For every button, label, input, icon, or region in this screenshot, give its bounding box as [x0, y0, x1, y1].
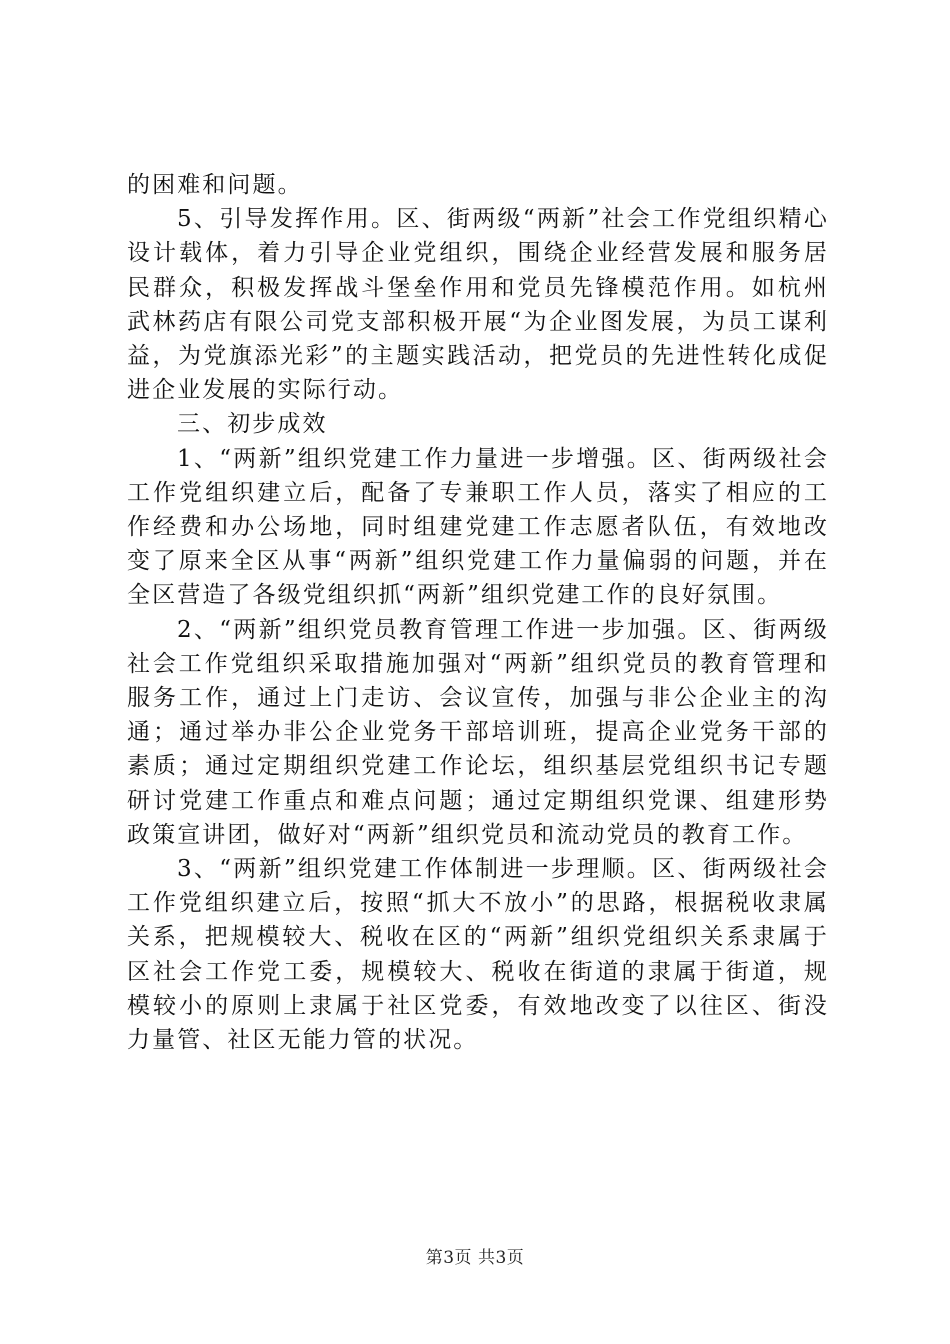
- paragraph-item-1: 1、“两新”组织党建工作力量进一步增强。区、街两级社会工作党组织建立后，配备了专兼职工作人员，落实了相应的工作经费和办公场地，同时组建党建工作志愿者队伍，有效地改变了原来全区从事“两新”组织党建工作力量偏弱的问题，并在全区营造了各级党组织抓“两新”组织党建工作的良好氛围。: [127, 445, 829, 609]
- paragraph-item-2: 2、“两新”组织党员教育管理工作进一步加强。区、街两级社会工作党组织采取措施加强对“两新”组织党员的教育管理和服务工作，通过上门走访、会议宣传，加强与非公企业主的沟通；通过举办非公企业党务干部培训班，提高企业党务干部的素质；通过定期组织党建工作论坛，组织基层党组织书记专题研讨党建工作重点和难点问题；通过定期组织党课、组建形势政策宣讲团，做好对“两新”组织党员和流动党员的教育工作。: [127, 616, 829, 848]
- page-number-footer: 第3页 共3页: [425, 1248, 525, 1268]
- document-body: [127, 168, 829, 1057]
- paragraph-item-5: 5、引导发挥作用。区、街两级“两新”社会工作党组织精心设计载体，着力引导企业党组织，围绕企业经营发展和服务居民群众，积极发挥战斗堡垒作用和党员先锋模范作用。如杭州武林药店有限公司党支部积极开展“为企业图发展，为员工谋利益，为党旗添光彩”的主题实践活动，把党员的先进性转化成促进企业发展的实际行动。: [127, 206, 829, 404]
- paragraph-continuation: 的困难和问题。: [127, 172, 303, 198]
- paragraph-item-3: 3、“两新”组织党建工作体制进一步理顺。区、街两级社会工作党组织建立后，按照“抓大不放小”的思路，根据税收隶属关系，把规模较大、税收在区的“两新”组织党组织关系隶属于区社会工作党工委，规模较大、税收在街道的隶属于街道，规模较小的原则上隶属于社区党委，有效地改变了以往区、街没力量管、社区无能力管的状况。: [127, 856, 829, 1054]
- section-heading: 三、初步成效: [177, 411, 328, 438]
